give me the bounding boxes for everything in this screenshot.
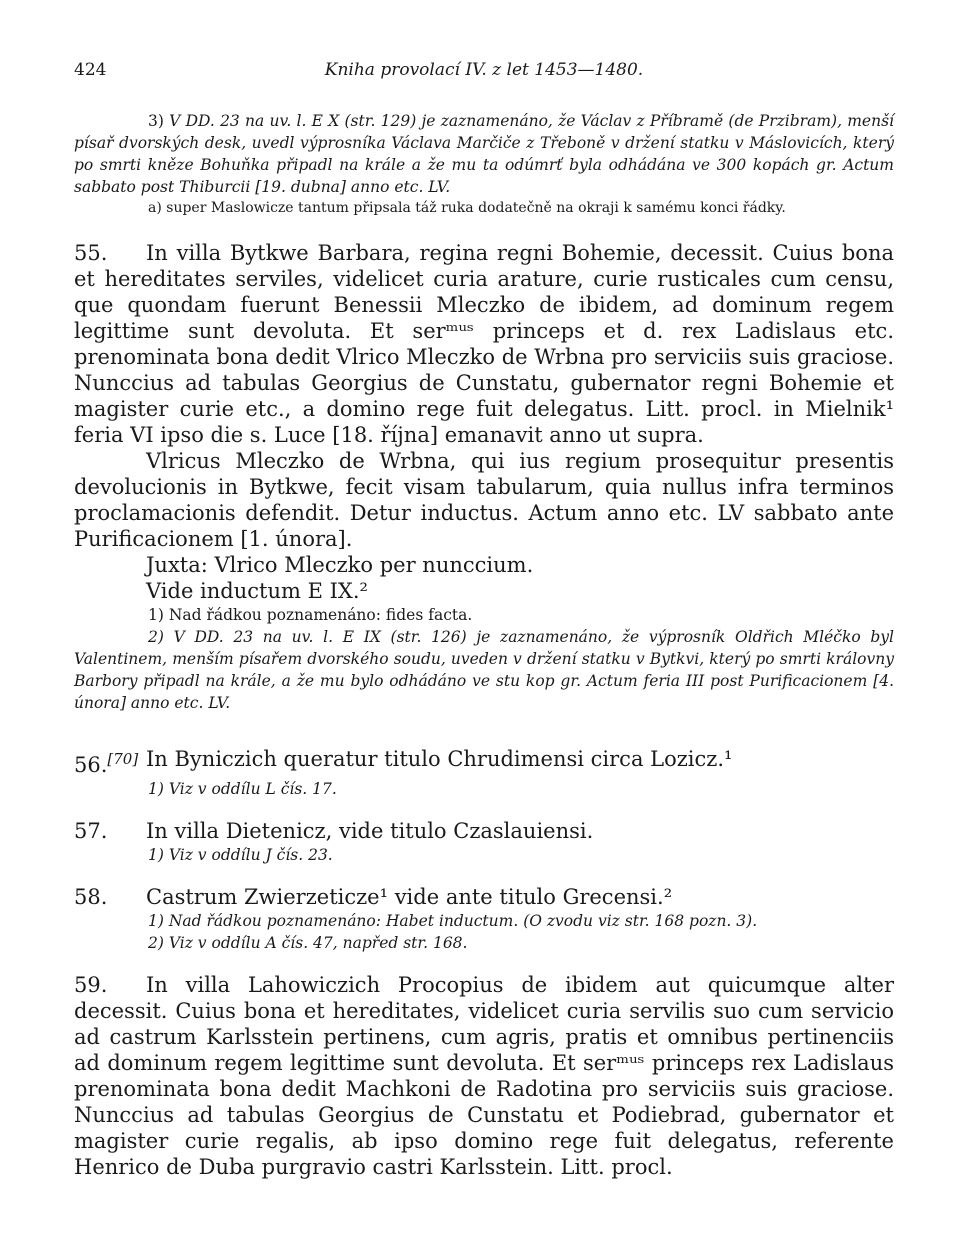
entry-59	[74, 972, 894, 1180]
entry-paragraph: Vlricus Mleczko de Wrbna, qui ius regium prosequitur presentis devolucionis in Bytkwe, fecit visam tabularum, quia nullus infra terminos proclamacionis defendit. Detur inductus. Actum anno etc. LV sabbato ante Purificacionem [1. února].	[74, 449, 894, 551]
footnote-marker: a)	[148, 200, 162, 216]
entry-paragraph: In villa Bytkwe Barbara, regina regni Bohemie, decessit. Cuius bona et hereditates serviles, videlicet curia arature, curie rusticales cum censu, que quondam fuerunt Benessii Mleczko de ibidem, ad dominum regem legittime sunt devoluta. Et serᵐᵘˢ princeps et d. rex Ladislaus etc. prenominata bona dedit Vlrico Mleczko de Wrbna pro serviciis suis graciose. Nunccius ad tabulas Georgius de Cunstatu, gubernator regni Bohemie et magister curie etc., a domino rege fuit delegatus. Litt. procl. in Mielnik¹ feria VI ipso die s. Luce [18. října] emanavit anno ut supra.	[74, 241, 894, 447]
entry-57	[74, 818, 894, 866]
footnote-text: V DD. 23 na uv. l. E X (str. 129) je zaznamenáno, že Václav z Příbramě (de Przibram), menší písař dvorských desk, uvedl výprosníka Václava Marčiče z Třeboně v držení statku v Máslovicích, který po smrti kněze Bohuňka připadl na krále a že mu ta odúmrť byla odhádána ve 300 kopách gr. Actum sabbato post Thiburcii [19. dubna] anno etc. LV.	[74, 112, 894, 196]
entry-number: 55.	[74, 241, 108, 265]
entry-number: 58.	[74, 885, 108, 909]
footnote-1: 1) Viz v oddílu L čís. 17.	[148, 780, 337, 798]
footnote-1: 1) Viz v oddílu J čís. 23.	[148, 846, 333, 864]
entry-heading	[74, 746, 894, 778]
footnote-1: 1) Nad řádkou poznamenáno: fides facta.	[148, 606, 473, 624]
entry-heading	[74, 884, 894, 910]
footnote-text: super Maslowicze tantum připsala táž ruka dodatečně na okraji k samému konci řádky.	[166, 200, 786, 216]
page-number: 424	[74, 60, 107, 80]
entry-text: In Byniczich queratur titulo Chrudimensi circa Lozicz.¹	[146, 747, 733, 771]
entry-number: 59.	[74, 973, 108, 997]
footnote-1: 1) Nad řádkou poznamenáno: Habet inductum. (O zvodu viz str. 168 pozn. 3).	[148, 912, 758, 930]
vide-line: Vide inductum E IX.²	[146, 579, 368, 603]
entry-number: 56.	[74, 753, 108, 777]
entry-paragraph: In villa Lahowiczich Procopius de ibidem aut quicumque alter decessit. Cuius bona et hereditates, videlicet curia servilis suo cum servicio ad castrum Karlsstein pertinens, cum agris, pratis et omnibus pertinenciis ad dominum regem legittime sunt devoluta. Et serᵐᵘˢ princeps rex Ladislaus prenominata bona dedit Machkoni de Radotina pro serviciis suis graciose. Nunccius ad tabulas Georgius de Cunstatu et Podiebrad, gubernator et magister curie regalis, ab ipso domino rege fuit delegatus, referente Henrico de Duba purgravio castri Karlsstein. Litt. procl.	[74, 973, 894, 1179]
footnote-a	[74, 198, 894, 218]
entry-heading	[74, 818, 894, 844]
entry-55	[74, 240, 894, 714]
footnote-3	[74, 110, 894, 198]
entry-text: In villa Dietenicz, vide titulo Czaslauiensi.	[146, 819, 594, 843]
running-header	[74, 60, 894, 84]
footnote-2: 2) V DD. 23 na uv. l. E IX (str. 126) je zaznamenáno, že výprosník Oldřich Mléčko byl Valentinem, menším písařem dvorského soudu, uveden v držení statku v Bytkvi, který po smrti královny Barbory připadl na krále, a že mu bylo odhádáno ve stu kop gr. Actum feria III post Purificacionem [4. února] anno etc. LV.	[74, 628, 894, 712]
running-title: Kniha provolací IV. z let 1453—1480.	[324, 60, 644, 80]
folio-reference: [70]	[107, 750, 139, 768]
entry-text: Castrum Zwierzeticze¹ vide ante titulo Grecensi.²	[146, 885, 673, 909]
entry-number: 57.	[74, 819, 108, 843]
juxta-line: Juxta: Vlrico Mleczko per nunccium.	[146, 553, 534, 577]
entry-58	[74, 884, 894, 954]
page	[74, 60, 894, 1180]
entry-56	[74, 746, 894, 800]
footnote-2: 2) Viz v oddílu A čís. 47, napřed str. 168.	[148, 934, 468, 952]
footnote-marker: 3)	[148, 112, 164, 130]
